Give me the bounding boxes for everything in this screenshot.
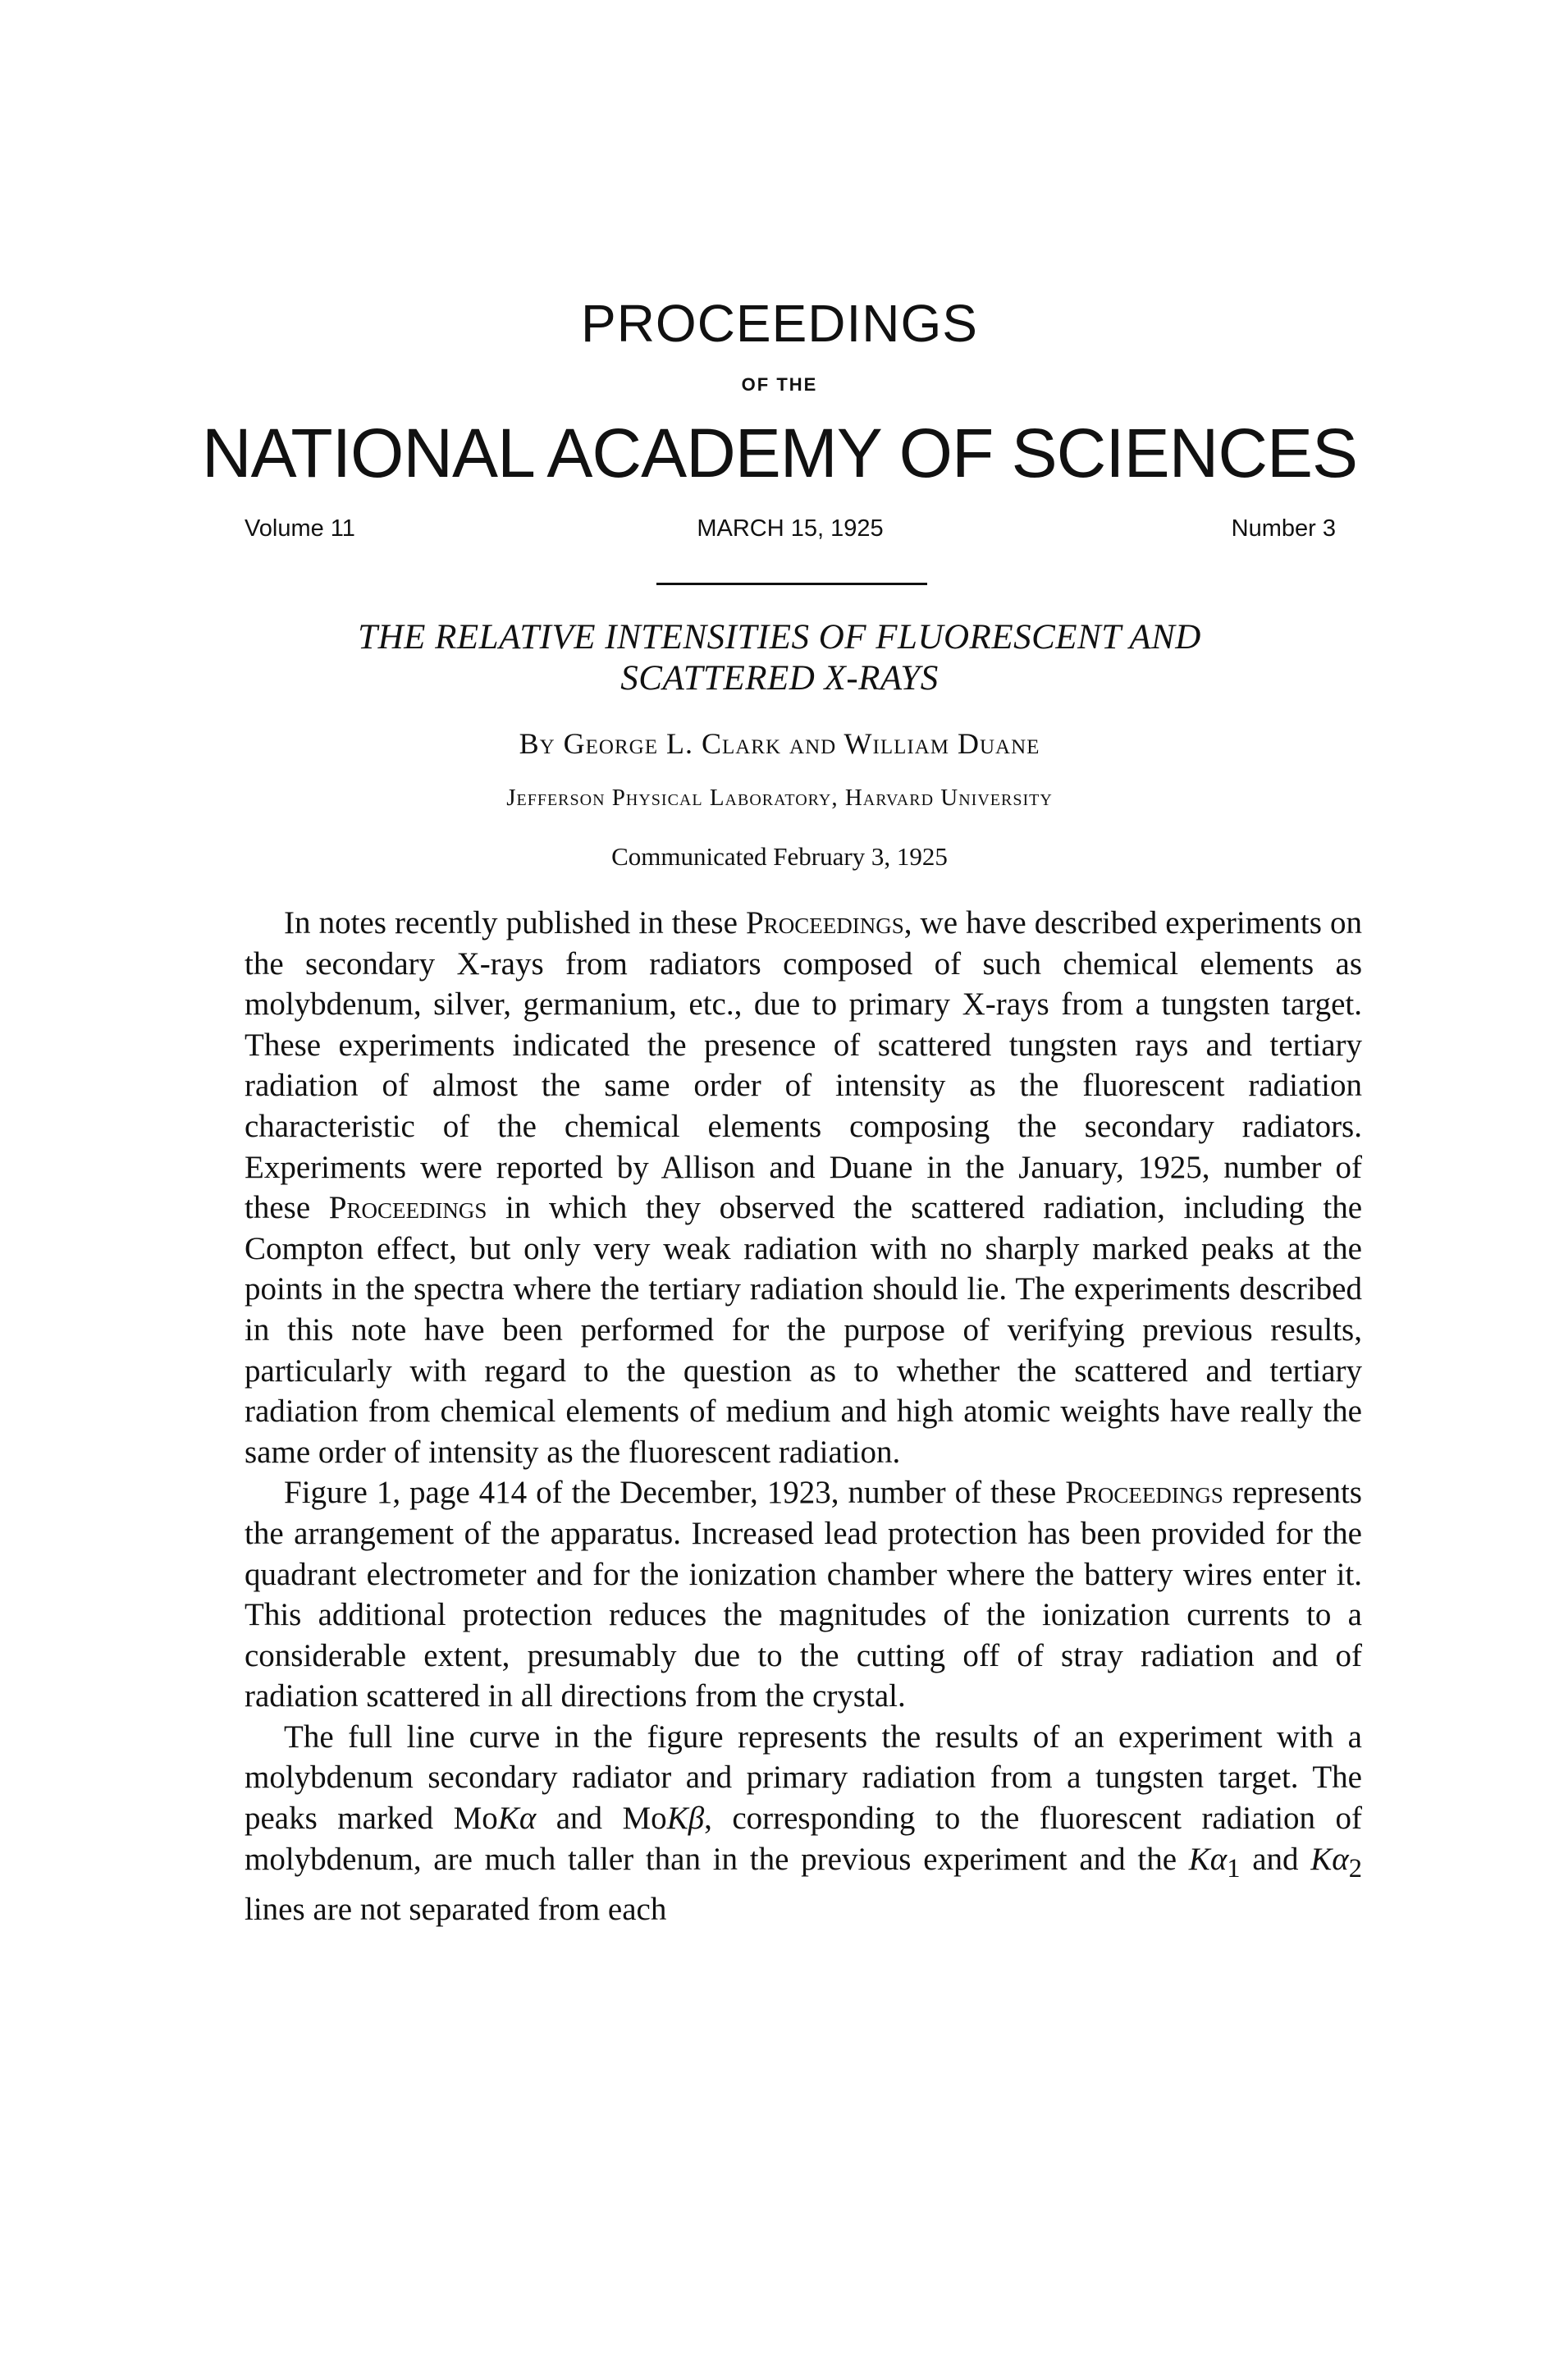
journal-name: NATIONAL ACADEMY OF SCIENCES	[201, 414, 1358, 492]
paragraph-1-text-e: in which they observed the scattered radiation, including the Compton effect, but only very weak radiation with no sharply marked peaks at the points in the spectra where the tertiary radiation should lie. The experiments described in this note have been performed for the purpose of verifying previous results, particularly with regard to the question as to whether the scattered and tertiary radiation from chemical elements of medium and high atomic weights have really the same order of intensity as the fluorescent radiation.	[245, 1190, 1363, 1470]
issue-volume: Volume 11	[245, 515, 355, 542]
paragraph-3-text-e: , corresponding to the fluorescent radiation of molybdenum, are much taller than in the previous experiment and the	[245, 1801, 1362, 1877]
paragraph-1-text-c: , we have described experiments on the secondary X-rays from radiators composed of such chemical elements as molybdenum, silver, germanium, etc., due to primary X-rays from a tungsten target. These experiments indicated the presence of scattered tungsten rays and tertiary radiation of almost the same order of intensity as the fluorescent radiation characteristic of the chemical elements composing the secondary radiators. Experiments were reported by Allison and Duane in the January, 1925, number of these	[245, 905, 1362, 1226]
paragraph-3-text-h: and	[1240, 1841, 1311, 1877]
paragraph-3-text-c: and Mo	[536, 1801, 667, 1837]
article-body	[245, 903, 1362, 1930]
paragraph-1-text-a: In notes recently published in these	[284, 905, 747, 941]
paragraph-3	[245, 1717, 1362, 1930]
subscript-2: 2	[1348, 1853, 1363, 1883]
proceedings-ref: Proceedings	[1065, 1475, 1223, 1511]
article-title-line-1: THE RELATIVE INTENSITIES OF FLUORESCENT AND	[358, 618, 1201, 657]
k-beta-symbol: Kβ	[666, 1801, 705, 1837]
header-rule	[656, 583, 927, 585]
paragraph-1	[245, 903, 1362, 1472]
paragraph-3-text-a: The full line curve in the figure represents the results of an experiment with a molybdenum secondary radiator and primary radiation from a tungsten target. The peaks marked Mo	[245, 1719, 1362, 1837]
affiliation: Jefferson Physical Laboratory, Harvard University	[506, 785, 1053, 811]
k-alpha-2-symbol: Kα	[1310, 1841, 1349, 1877]
paragraph-3-text-k: lines are not separated from each	[245, 1892, 667, 1928]
paragraph-2-text-c: represents the arrangement of the apparatus. Increased lead protection has been provided for the quadrant electrometer and for the ionization chamber where the battery wires enter it. This additional protection reduces the magnitudes of the ionization currents to a considerable extent, presumably due to the cutting off of stray radiation and of radiation scattered in all directions from the crystal.	[245, 1475, 1362, 1714]
paragraph-2	[245, 1472, 1362, 1717]
byline: By George L. Clark and William Duane	[519, 727, 1040, 760]
proceedings-ref: Proceedings	[746, 905, 904, 941]
k-alpha-symbol: Kα	[497, 1801, 537, 1837]
issue-date: MARCH 15, 1925	[697, 515, 884, 542]
article-title	[0, 617, 1559, 699]
communicated-date: Communicated February 3, 1925	[611, 842, 948, 871]
article-title-line-2: SCATTERED X-RAYS	[620, 659, 939, 698]
subscript-1: 1	[1227, 1853, 1241, 1883]
journal-series-title: PROCEEDINGS	[581, 294, 978, 353]
paragraph-2-text-a: Figure 1, page 414 of the December, 1923, number of these	[284, 1475, 1066, 1511]
journal-of-the: OF THE	[741, 374, 818, 395]
k-alpha-1-symbol: Kα	[1188, 1841, 1228, 1877]
issue-number: Number 3	[1231, 515, 1336, 542]
proceedings-ref: Proceedings	[328, 1190, 487, 1226]
